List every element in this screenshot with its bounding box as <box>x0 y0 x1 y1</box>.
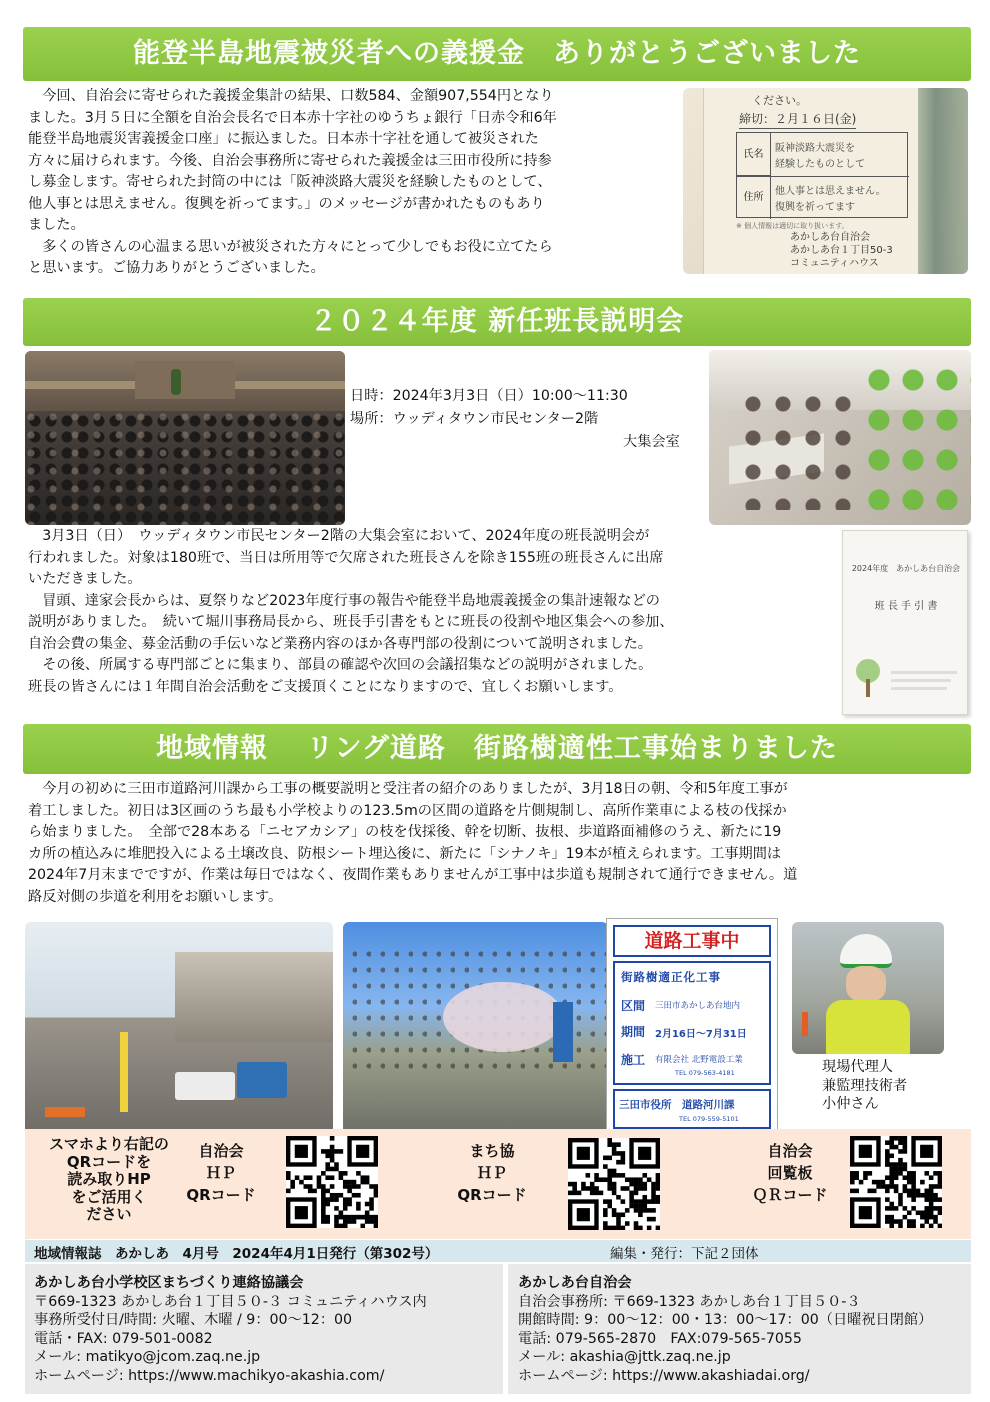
envelope-row1-text1: 阪神淡路大震災を <box>775 143 855 154</box>
section1-line: ました。 <box>28 217 85 233</box>
qr-code-jichikai-hp[interactable] <box>286 1136 378 1228</box>
qr-label-jichikai-hp <box>176 1140 266 1206</box>
caption-line3: 小仲さん <box>822 1096 879 1112</box>
section2-line: 3月3日（日） ウッディタウン市民センター2階の大集会室において、2024年度の班長説明会が <box>28 528 650 544</box>
section1-line: 他人事とは思えません。復興を祈ってます。」のメッセージが書かれたものもあり <box>28 195 545 212</box>
qr-label-c3: ＱＲコード <box>752 1186 828 1204</box>
jichikai-mail[interactable]: メール: akashia@jttk.zaq.ne.jp <box>518 1349 731 1366</box>
section1-body <box>28 86 678 280</box>
envelope-top: ください。 <box>752 94 807 107</box>
handbook-line2: 班 長 手 引 書 <box>874 601 938 612</box>
qr-label-c1: 自治会 <box>767 1142 813 1160</box>
issue-text: 地域情報誌 あかしあ 4月号 2024年4月1日発行（第302号） <box>34 1246 439 1262</box>
qr-label-b1: まち協 <box>469 1142 515 1160</box>
section3-line: 着工しました。初日は3区画のうち最も小学校よりの123.5mの区間の道路を片側規制し、高所作業車による枝の伐採か <box>28 802 787 819</box>
section2-line: 自治会費の集金、募金活動の手伝いなど業務内容のほか各専門部の役割について説明されました。 <box>28 635 652 652</box>
section1-banner <box>23 27 971 81</box>
qr-code-kairanban[interactable] <box>850 1136 942 1228</box>
section2-line: 説明がありました。 続いて堀川事務局長から、班長手引書をもとに班長の役割や地区集会への参加、 <box>28 614 674 630</box>
qr-intro-line5: ださい <box>86 1205 132 1224</box>
section3-line: 路反対側の歩道を利用をお願いします。 <box>28 888 283 905</box>
section2-banner <box>23 298 971 346</box>
envelope-photo <box>683 88 968 274</box>
sign-builder-value: 有限会社 北野電設工業 <box>655 1055 743 1065</box>
envelope-org1: あかしあ台自治会 <box>790 232 870 243</box>
qr-intro <box>30 1136 188 1224</box>
reception-photo <box>709 350 971 525</box>
section1-line: 多くの皆さんの心温まる思いが被災された方々にとって少しでもお役に立てたら <box>28 238 553 255</box>
section2-title: ２０２４年度 新任班長説明会 <box>309 306 685 337</box>
envelope-row2-text2: 復興を祈ってます <box>775 202 855 213</box>
section1-line: 能登半島地震災害義援金口座」に振込ました。日本赤十字社を通して被災された <box>28 131 539 147</box>
envelope-org3: コミュニティハウス <box>790 258 879 269</box>
sign-work: 街路樹適正化工事 <box>621 970 721 984</box>
section2-line: 行われました。対象は180班で、当日は所用等で欠席された班長さんを除き155班の班長さんに出席 <box>28 549 664 566</box>
section2-line: いただきました。 <box>28 571 142 587</box>
envelope-row2-text1: 他人事とは思えません。 <box>775 186 886 197</box>
qr-intro-line2: QRコードを <box>66 1152 152 1171</box>
sign-period-label: 期間 <box>621 1025 646 1039</box>
machikyo-tel: 電話・FAX: 079-501-0082 <box>34 1330 213 1347</box>
machikyo-org: あかしあ台小学校区まちづくり連絡協議会 <box>34 1275 304 1291</box>
section1-line: 方々に届けられます。今後、自治会事務所に寄せられた義援金は三田市役所に持参 <box>28 152 552 169</box>
section2-line: 班長の皆さんには１年間自治会活動をご支援頂くことになりますので、宜しくお願いします。 <box>28 678 623 695</box>
qr-intro-line1: スマホより右記の <box>49 1135 169 1153</box>
section3-line: カ所の植込みに堆肥投入による土壌改良、防根シート埋込後に、新たに「シナノキ」19本が植えられます。工事期間は <box>28 845 782 862</box>
section3-title: 地域情報 リング道路 街路樹適性工事始まりました <box>156 733 838 764</box>
sign-area-value: 三田市あかしあ台地内 <box>655 1001 741 1011</box>
editor-text: 編集・発行：下記２団体 <box>610 1246 759 1262</box>
qr-label-b3: QRコード <box>457 1186 527 1204</box>
meeting-room: 大集会室 <box>623 434 680 450</box>
section3-banner <box>23 724 971 774</box>
jichikai-address: 自治会事務所: 〒669-1323 あかしあ台１丁目５０-３ <box>518 1293 861 1310</box>
jichikai-web[interactable]: ホームページ: https://www.akashiadai.org/ <box>518 1367 810 1384</box>
section3-line: ら始まりました。 全部で28本ある「ニセアカシア」の枝を伐採後、幹を切断、抜根、歩道路面補修のうえ、新たに19 <box>28 824 782 840</box>
qr-label-a3: QRコード <box>186 1186 256 1204</box>
tree-illustration-icon <box>853 659 883 697</box>
qr-intro-line3: 読み取りHP <box>67 1170 151 1189</box>
envelope-org2: あかしあ台１丁目50-3 <box>790 245 893 256</box>
sign-owner-tel: TEL 079-559-5101 <box>679 1115 739 1123</box>
meeting-hall-photo <box>25 351 345 525</box>
meeting-info <box>350 385 680 454</box>
machikyo-hours: 事務所受付日/時間: 火曜、木曜 / 9：00～12：00 <box>34 1312 353 1329</box>
site-manager-photo <box>792 922 944 1054</box>
site-manager-caption <box>822 1058 907 1114</box>
section2-body <box>28 526 848 698</box>
meeting-place: 場所：ウッディタウン市民センター2階 <box>350 411 599 427</box>
sign-owner: 三田市役所 道路河川課 <box>619 1099 735 1111</box>
qr-label-machikyo-hp <box>442 1140 542 1206</box>
caption-line1: 現場代理人 <box>822 1059 893 1075</box>
jichikai-tel: 電話: 079-565-2870 FAX:079-565-7055 <box>518 1330 802 1347</box>
qr-label-a2: ＨＰ <box>205 1164 236 1182</box>
sign-area-label: 区間 <box>621 999 646 1013</box>
footer-left <box>34 1274 427 1386</box>
section1-line: 今回、自治会に寄せられた義援金集計の結果、口数584、金額907,554円となり <box>28 88 554 104</box>
sign-builder-label: 施工 <box>621 1053 646 1067</box>
section1-line: と思います。ご協力ありがとうございました。 <box>28 260 325 276</box>
construction-sign <box>606 918 778 1134</box>
section1-line: し募金します。寄せられた封筒の中には「阪神淡路大震災を経験したものとして、 <box>28 174 552 190</box>
sign-builder-tel: TEL 079-563-4181 <box>675 1069 735 1077</box>
jichikai-org: あかしあ台自治会 <box>518 1275 632 1291</box>
qr-label-a1: 自治会 <box>198 1142 244 1160</box>
footer-right <box>518 1274 932 1386</box>
envelope-row2-label: 住所 <box>737 176 771 219</box>
handbook-line1: 2024年度 あかしあ台自治会 <box>851 564 961 573</box>
jichikai-hours: 開館時間: 9：00～12：00・13：00～17：00（日曜祝日閉館） <box>518 1312 933 1329</box>
qr-label-c2: 回覧板 <box>767 1164 813 1182</box>
section2-line: その後、所属する専門部ごとに集まり、部員の確認や次回の会議招集などの説明がされました。 <box>28 657 653 673</box>
caption-line2: 兼監理技術者 <box>822 1077 908 1094</box>
sign-period-value: 2月16日～7月31日 <box>655 1029 747 1040</box>
street-work-photo-1 <box>25 922 333 1134</box>
section2-line: 冒頭、達家会長からは、夏祭りなど2023年度行事の報告や能登半島地震義援金の集計速報などの <box>28 592 660 609</box>
street-work-photo-2 <box>343 922 608 1134</box>
machikyo-address: 〒669-1323 あかしあ台１丁目５０-３ コミュニティハウス内 <box>34 1293 427 1310</box>
section3-body <box>28 779 978 908</box>
qr-label-b2: ＨＰ <box>476 1164 507 1182</box>
qr-label-kairanban <box>735 1140 845 1206</box>
envelope-note: ※ 個人情報は適切に取り扱います。 <box>736 222 849 230</box>
envelope-row1-label: 氏名 <box>737 133 771 176</box>
meeting-datetime: 日時：2024年3月3日（日）10:00～11:30 <box>350 388 628 404</box>
qr-code-machikyo-hp[interactable] <box>568 1138 660 1230</box>
section3-line: 2024年7月末までですが、作業は毎日ではなく、夜間作業もありませんが工事中は歩道も規制されて通行できません。道 <box>28 867 798 883</box>
qr-intro-line4: をご活用く <box>71 1187 147 1206</box>
envelope-row1-text2: 経験したものとして <box>775 159 865 170</box>
sign-title: 道路工事中 <box>613 925 771 957</box>
section1-title: 能登半島地震被災者への義援金 ありがとうございました <box>133 38 861 69</box>
machikyo-mail[interactable]: メール: matikyo@jcom.zaq.ne.jp <box>34 1349 261 1366</box>
section3-line: 今月の初めに三田市道路河川課から工事の概要説明と受注者の紹介のありましたが、3月18日の朝、令和5年度工事が <box>28 781 788 797</box>
envelope-deadline: 締切：２月１６日(金) <box>739 110 856 129</box>
handbook-booklet <box>842 530 968 715</box>
machikyo-web[interactable]: ホームページ: https://www.machikyo-akashia.com/ <box>34 1367 385 1384</box>
section1-line: ました。3月５日に全額を自治会長名で日本赤十字社のゆうちょ銀行「日赤令和6年 <box>28 109 557 126</box>
